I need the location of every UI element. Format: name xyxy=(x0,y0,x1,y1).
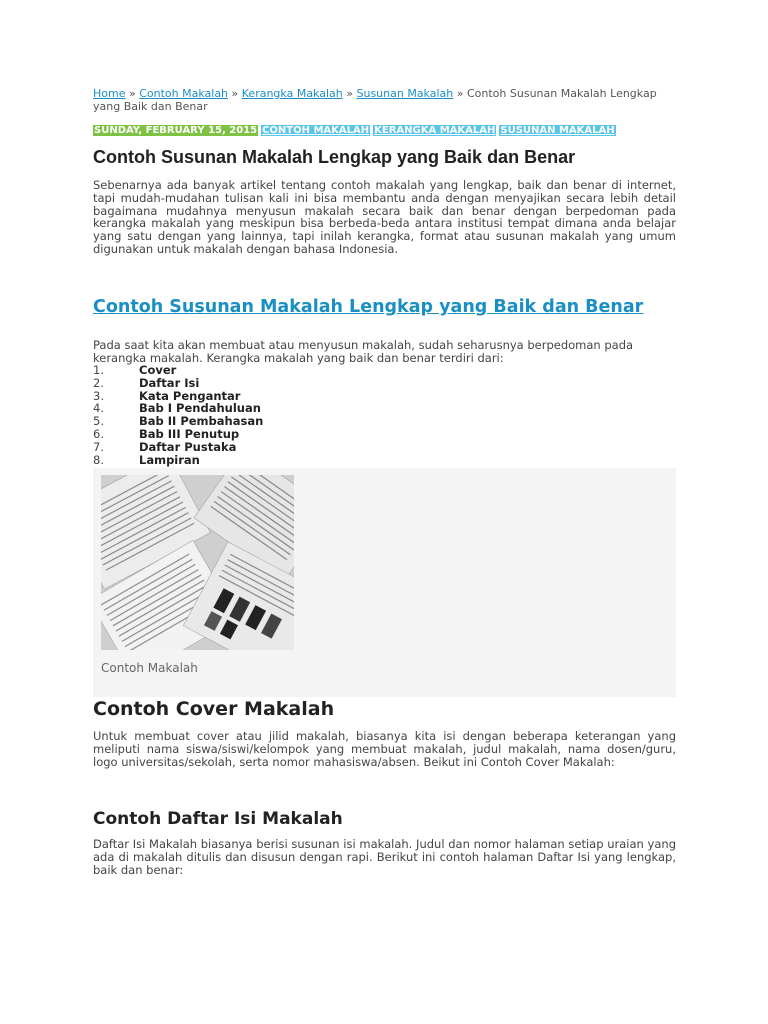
breadcrumb-separator: » xyxy=(128,87,136,100)
breadcrumb-separator: » xyxy=(346,87,353,100)
list-number: 8. xyxy=(93,452,104,467)
outline-list xyxy=(93,364,263,466)
list-label: Kata Pengantar xyxy=(139,388,241,403)
image-figure xyxy=(93,468,676,697)
tag-contoh-makalah[interactable]: CONTOH MAKALAH xyxy=(262,125,370,136)
breadcrumb-separator: » xyxy=(456,87,464,100)
breadcrumb-susunan-makalah-link[interactable]: Susunan Makalah xyxy=(356,87,454,100)
post-date-badge: SUNDAY, FEBRUARY 15, 2015 xyxy=(94,125,258,136)
list-number: 3. xyxy=(93,388,104,403)
breadcrumb-current: Contoh Susunan Makalah Lengkap yang Baik dan Benar xyxy=(93,87,657,113)
image-caption: Contoh Makalah xyxy=(101,661,198,675)
papers-photo[interactable] xyxy=(101,475,294,650)
cover-heading: Contoh Cover Makalah xyxy=(93,698,335,720)
list-item xyxy=(93,364,263,377)
list-item xyxy=(93,428,263,441)
daftar-isi-paragraph: Daftar Isi Makalah biasanya berisi susunan isi makalah. Judul dan nomor halaman setiap uraian yang ada di makalah ditulis dan disusun dengan rapi. Berikut ini contoh halaman Daftar Isi yang lengkap, baik dan benar: xyxy=(93,837,676,877)
breadcrumb-kerangka-makalah-link[interactable]: Kerangka Makalah xyxy=(241,87,343,100)
tag-susunan-makalah[interactable]: SUSUNAN MAKALAH xyxy=(500,125,615,136)
list-number: 7. xyxy=(93,439,104,454)
breadcrumb xyxy=(93,87,676,113)
list-item xyxy=(93,441,263,454)
breadcrumb-home-link[interactable]: Home xyxy=(93,87,126,100)
cover-paragraph: Untuk membuat cover atau jilid makalah, biasanya kita isi dengan beberapa keterangan yang meliputi nama siswa/siswi/kelompok yang membuat makalah, judul makalah, nama dosen/guru, logo universitas/sekolah, serta nomor mahasiswa/absen. Beikut ini Contoh Cover Makalah: xyxy=(93,729,676,769)
section1-paragraph: Pada saat kita akan membuat atau menyusun makalah, sudah seharusnya berpedoman pada kerangka makalah. Kerangka makalah yang baik dan benar terdiri dari: xyxy=(93,338,634,365)
intro-paragraph: Sebenarnya ada banyak artikel tentang contoh makalah yang lengkap, baik dan benar di internet, tapi mudah-mudahan tulisan kali ini bisa membantu anda dengan menyajikan secara lebih detail bagaimana mudahnya menyusun makalah secara baik dan benar dengan berpedoman pada kerangka makalah yang meskipun bisa berbeda-beda antara institusi tempat dimana anda belajar yang satu dengan yang lainnya, tapi inilah kerangka, format atau susunan makalah yang umum digunakan untuk makalah dengan bahasa Indonesia. xyxy=(93,178,676,256)
post-title: Contoh Susunan Makalah Lengkap yang Baik dan Benar xyxy=(93,147,576,167)
list-item xyxy=(93,377,263,390)
list-label: Lampiran xyxy=(139,452,200,467)
list-label: Bab II Pembahasan xyxy=(139,414,264,429)
list-label: Bab I Pendahuluan xyxy=(139,401,261,416)
list-number: 4. xyxy=(93,401,104,416)
post-meta xyxy=(93,125,616,137)
list-number: 5. xyxy=(93,414,104,429)
breadcrumb-contoh-makalah-link[interactable]: Contoh Makalah xyxy=(139,87,229,100)
list-number: 6. xyxy=(93,426,104,441)
breadcrumb-separator: » xyxy=(231,87,239,100)
list-label: Bab III Penutup xyxy=(139,426,240,441)
list-label: Daftar Pustaka xyxy=(139,439,237,454)
list-item xyxy=(93,454,263,467)
list-number: 2. xyxy=(93,375,104,390)
list-label: Daftar Isi xyxy=(139,375,200,390)
list-number: 1. xyxy=(93,363,104,377)
list-label: Cover xyxy=(139,363,177,377)
tag-kerangka-makalah[interactable]: KERANGKA MAKALAH xyxy=(374,125,496,136)
section-heading-link[interactable]: Contoh Susunan Makalah Lengkap yang Baik dan Benar xyxy=(93,297,644,317)
daftar-isi-heading: Contoh Daftar Isi Makalah xyxy=(93,809,343,829)
